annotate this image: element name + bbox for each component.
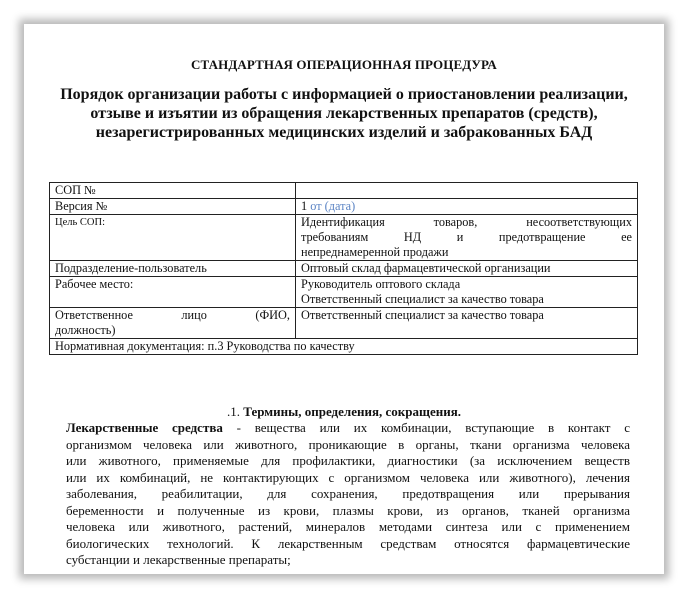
definition-line: биологических технологий. К лекарственным средствам относятся фармацевтические	[66, 535, 630, 551]
table-row-unit	[50, 261, 638, 277]
definition-line: беременности и полученные из крови, плазмы крови, из органов, тканей организма	[66, 502, 630, 518]
workplace-value	[296, 277, 638, 308]
table-row-workplace	[50, 277, 638, 308]
table-row-normative	[50, 339, 638, 355]
version-value	[296, 199, 638, 215]
section-title	[24, 404, 664, 420]
workplace-label: Рабочее место:	[50, 277, 296, 308]
document-title: Порядок организации работы с информацией о приостановлении реализации, отзыве и изъятии из обращения лекарственных препаратов (средств), незарегистрированных медицинских изделий и забракованных БАД	[60, 86, 628, 141]
table-row-sop	[50, 183, 638, 199]
definition-term: Лекарственные средства	[66, 420, 223, 435]
table-row-version	[50, 199, 638, 215]
definition-text: - вещества или их комбинации, вступающие в контакт с	[222, 420, 631, 435]
workplace-line: Руководитель оптового склада	[301, 277, 461, 291]
responsible-label-line: Ответственное лицо (ФИО,	[55, 308, 290, 322]
unit-value: Оптовый склад фармацевтической организации	[296, 261, 638, 277]
definition-line	[66, 420, 630, 437]
document-page	[24, 24, 664, 574]
version-number: 1	[301, 199, 308, 213]
responsible-label	[50, 308, 296, 339]
table-row-responsible	[50, 308, 638, 339]
workplace-line: Ответственный специалист за качество товара	[301, 292, 544, 306]
version-date: от (дата)	[310, 199, 356, 213]
definition-line: заболевания, реабилитации, для сохранения, предотвращения или прерывания	[66, 486, 630, 501]
responsible-value: Ответственный специалист за качество товара	[296, 308, 638, 339]
unit-label: Подразделение-пользователь	[50, 261, 296, 277]
section-title-text: Термины, определения, сокращения.	[243, 404, 461, 419]
version-label: Версия №	[50, 199, 296, 215]
definition-line: или животного, применяемые для профилактики, диагностики (за исключением веществ	[66, 453, 630, 468]
definition-paragraph	[66, 420, 630, 569]
definition-line: субстанции и лекарственные препараты;	[66, 552, 291, 567]
section-number: .1.	[227, 404, 241, 419]
definition-line: организмом человека или животного, проникающие в органы, ткани организма человека	[66, 436, 630, 452]
sop-number-label: СОП №	[50, 183, 296, 199]
goal-label: Цель СОП:	[50, 215, 296, 261]
definition-line: или их комбинаций, не контактирующих с организмом человека или животного), лечения	[66, 469, 630, 485]
goal-line: Идентификация товаров, несоответствующих	[301, 215, 632, 229]
sop-number-value	[296, 183, 638, 199]
document-heading: СТАНДАРТНАЯ ОПЕРАЦИОННАЯ ПРОЦЕДУРА	[191, 57, 497, 72]
responsible-label-line: должность)	[55, 323, 116, 337]
goal-line: требованиям НД и предотвращение ее	[301, 230, 632, 244]
normative-docs: Нормативная документация: п.3 Руководства по качеству	[50, 339, 638, 355]
table-row-goal	[50, 215, 638, 261]
definition-line: человека или животного, растений, минералов методами синтеза или с применением	[66, 519, 630, 534]
goal-value	[296, 215, 638, 261]
goal-line: непреднамеренной продажи	[301, 245, 449, 259]
sop-info-table	[49, 182, 638, 355]
